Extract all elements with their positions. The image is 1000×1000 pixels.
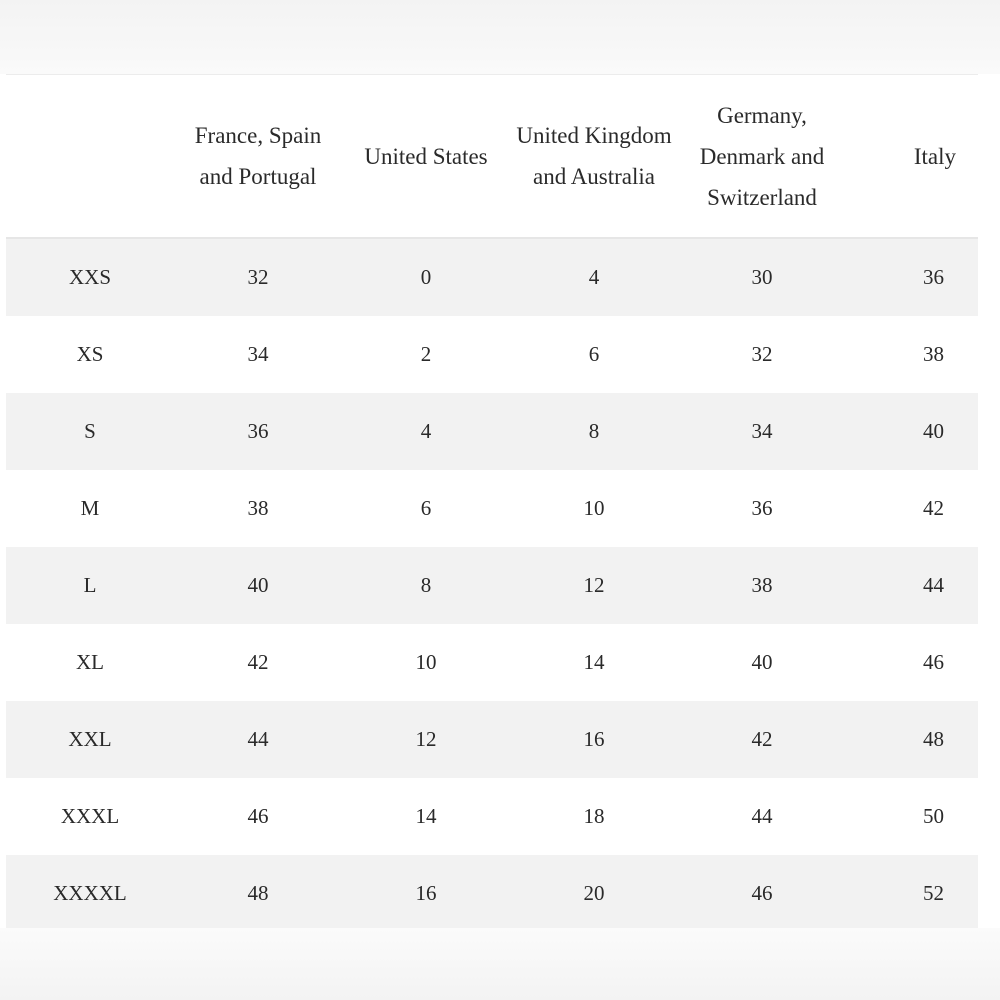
france-spain-portugal-cell: 42 [174, 624, 342, 701]
header-size-label [6, 75, 174, 238]
italy-cell: 40 [846, 393, 978, 470]
header-italy: Italy [846, 75, 978, 238]
germany-denmark-switzerland-cell: 40 [678, 624, 846, 701]
size-cell: XL [6, 624, 174, 701]
table-row [6, 470, 978, 547]
united-states-cell: 10 [342, 624, 510, 701]
table-row [6, 238, 978, 316]
france-spain-portugal-cell: 40 [174, 547, 342, 624]
size-cell: L [6, 547, 174, 624]
united-states-cell: 14 [342, 778, 510, 855]
france-spain-portugal-cell: 48 [174, 855, 342, 932]
uk-australia-cell: 20 [510, 855, 678, 932]
italy-cell: 38 [846, 316, 978, 393]
germany-denmark-switzerland-cell: 44 [678, 778, 846, 855]
united-states-cell: 12 [342, 701, 510, 778]
germany-denmark-switzerland-cell: 42 [678, 701, 846, 778]
size-cell: S [6, 393, 174, 470]
united-states-cell: 16 [342, 855, 510, 932]
france-spain-portugal-cell: 36 [174, 393, 342, 470]
size-chart-header [6, 75, 978, 238]
germany-denmark-switzerland-cell: 38 [678, 547, 846, 624]
size-chart-table [6, 75, 978, 932]
uk-australia-cell: 16 [510, 701, 678, 778]
germany-denmark-switzerland-cell: 32 [678, 316, 846, 393]
france-spain-portugal-cell: 32 [174, 238, 342, 316]
header-row [6, 75, 978, 238]
uk-australia-cell: 6 [510, 316, 678, 393]
france-spain-portugal-cell: 38 [174, 470, 342, 547]
table-row [6, 855, 978, 932]
germany-denmark-switzerland-cell: 46 [678, 855, 846, 932]
header-united-states: United States [342, 75, 510, 238]
united-states-cell: 6 [342, 470, 510, 547]
germany-denmark-switzerland-cell: 30 [678, 238, 846, 316]
size-chart-body [6, 238, 978, 932]
united-states-cell: 0 [342, 238, 510, 316]
table-row [6, 547, 978, 624]
table-row [6, 778, 978, 855]
table-row [6, 701, 978, 778]
header-france-spain-portugal: France, Spain and Portugal [174, 75, 342, 238]
bottom-background [0, 928, 1000, 1000]
italy-cell: 52 [846, 855, 978, 932]
header-uk-australia: United Kingdom and Australia [510, 75, 678, 238]
header-germany-denmark-switzerland: Germany, Denmark and Switzerland [678, 75, 846, 238]
italy-cell: 36 [846, 238, 978, 316]
germany-denmark-switzerland-cell: 36 [678, 470, 846, 547]
table-row [6, 393, 978, 470]
france-spain-portugal-cell: 34 [174, 316, 342, 393]
uk-australia-cell: 4 [510, 238, 678, 316]
size-cell: XXXXL [6, 855, 174, 932]
italy-cell: 46 [846, 624, 978, 701]
size-cell: XS [6, 316, 174, 393]
size-chart-table-container [6, 74, 978, 932]
germany-denmark-switzerland-cell: 34 [678, 393, 846, 470]
size-cell: M [6, 470, 174, 547]
uk-australia-cell: 18 [510, 778, 678, 855]
size-cell: XXS [6, 238, 174, 316]
uk-australia-cell: 12 [510, 547, 678, 624]
uk-australia-cell: 14 [510, 624, 678, 701]
size-cell: XXL [6, 701, 174, 778]
uk-australia-cell: 10 [510, 470, 678, 547]
table-row [6, 316, 978, 393]
france-spain-portugal-cell: 44 [174, 701, 342, 778]
italy-cell: 42 [846, 470, 978, 547]
italy-cell: 44 [846, 547, 978, 624]
table-row [6, 624, 978, 701]
united-states-cell: 2 [342, 316, 510, 393]
size-cell: XXXL [6, 778, 174, 855]
uk-australia-cell: 8 [510, 393, 678, 470]
italy-cell: 50 [846, 778, 978, 855]
italy-cell: 48 [846, 701, 978, 778]
top-background [0, 0, 1000, 74]
right-margin [978, 74, 1000, 928]
united-states-cell: 8 [342, 547, 510, 624]
france-spain-portugal-cell: 46 [174, 778, 342, 855]
united-states-cell: 4 [342, 393, 510, 470]
